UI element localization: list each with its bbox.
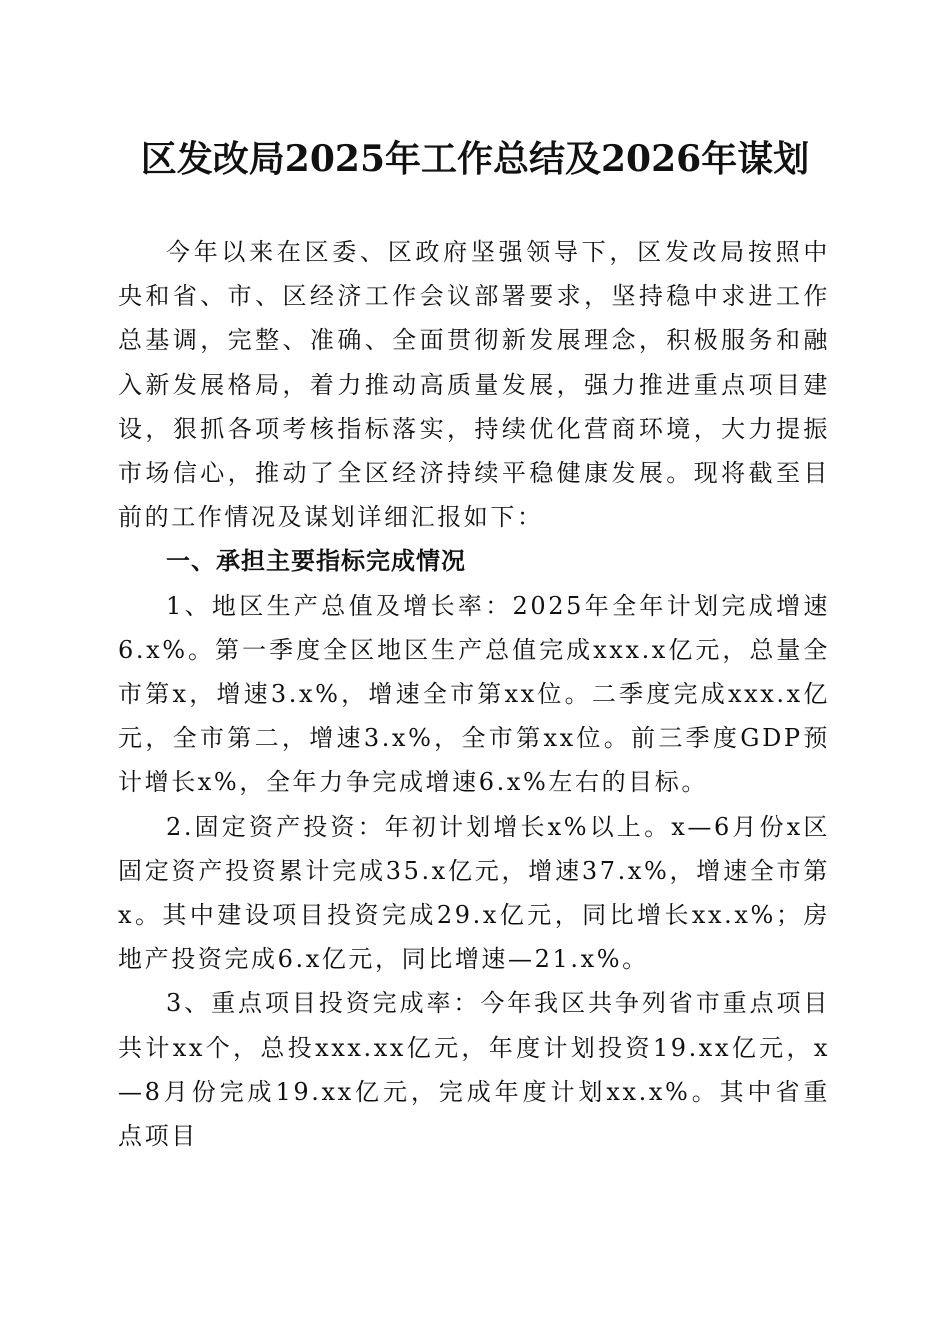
key-project-paragraph: 3、重点项目投资完成率：今年我区共争列省市重点项目共计xx个，总投xxx.xx亿元，年度计划投资19.xx亿元，x—8月份完成19.xx亿元，完成年度计划xx.x%。其中省重点项目 (118, 989, 830, 1151)
document-title: 区发改局2025年工作总结及2026年谋划 (140, 138, 810, 180)
section-heading: 一、承担主要指标完成情况 (166, 547, 466, 576)
intro-paragraph: 今年以来在区委、区政府坚强领导下，区发改局按照中央和省、市、区经济工作会议部署要求，坚持稳中求进工作总基调，完整、准确、全面贯彻新发展理念，积极服务和融入新发展格局，着力推动高质量发展，强力推进重点项目建设，狠抓各项考核指标落实，持续优化营商环境，大力提振市场信心，推动了全区经济持续平稳健康发展。现将截至目前的工作情况及谋划详细汇报如下： (118, 238, 830, 532)
fixed-asset-investment-paragraph: 2.固定资产投资：年初计划增长x%以上。x—6月份x区固定资产投资累计完成35.x亿元，增速37.x%，增速全市第x。其中建设项目投资完成29.x亿元，同比增长xx.x%；房地产投资完成6.x亿元，同比增速—21.x%。 (118, 812, 830, 974)
document-body (118, 230, 830, 1158)
gdp-paragraph: 1、地区生产总值及增长率：2025年全年计划完成增速6.x%。第一季度全区地区生产总值完成xxx.x亿元，总量全市第x，增速3.x%，增速全市第xx位。二季度完成xxx.x亿元，全市第二，增速3.x%，全市第xx位。前三季度GDP预计增长x%，全年力争完成增速6.x%左右的目标。 (118, 591, 830, 797)
